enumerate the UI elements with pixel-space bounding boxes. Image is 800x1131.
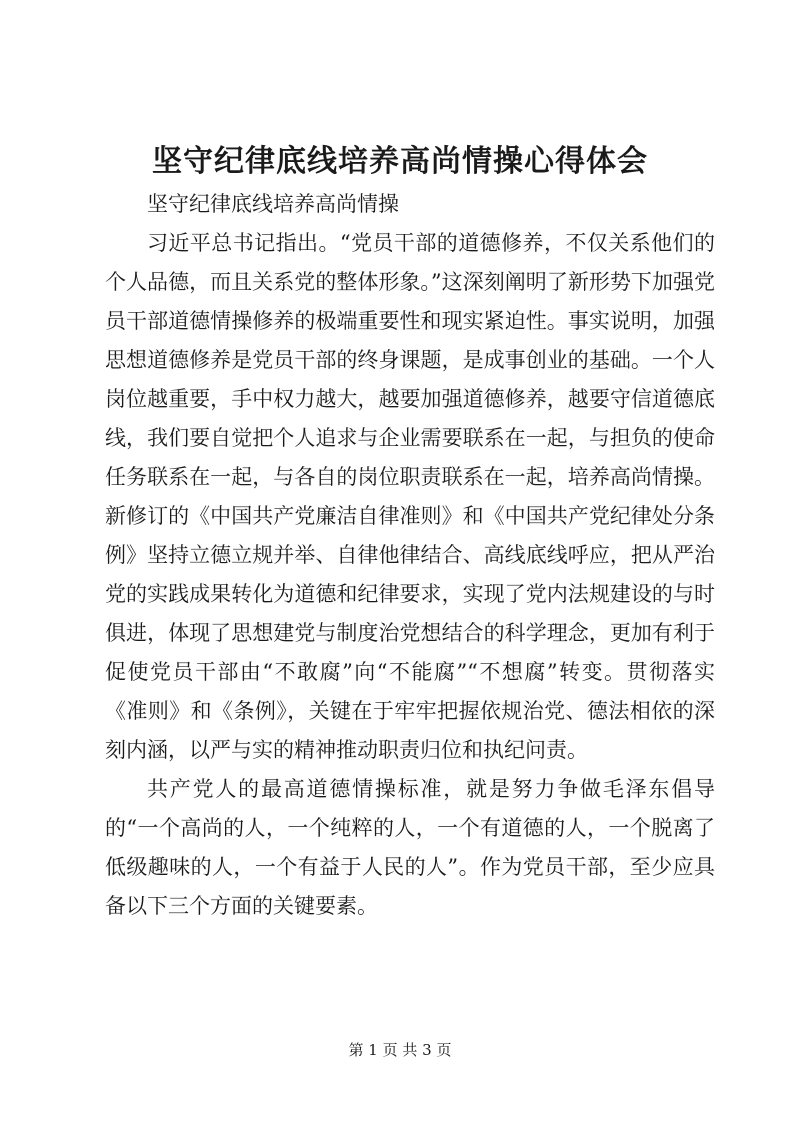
page-footer: 第 1 页 共 3 页 [348,1041,452,1059]
document-body [105,185,715,926]
subtitle-paragraph: 坚守纪律底线培养高尚情操 [147,192,399,216]
body-paragraph: 习近平总书记指出。“党员干部的道德修养，不仅关系他们的个人品德，而且关系党的整体形象。”这深刻阐明了新形势下加强党员干部道德情操修养的极端重要性和现实紧迫性。事实说明，加强思想道德修养是党员干部的终身课题，是成事创业的基础。一个人岗位越重要，手中权力越大，越要加强道德修养，越要守信道德底线，我们要自觉把个人追求与企业需要联系在一起，与担负的使命任务联系在一起，与各自的岗位职责联系在一起，培养高尚情操。新修订的《中国共产党廉洁自律准则》和《中国共产党纪律处分条例》坚持立德立规并举、自律他律结合、高线底线呼应，把从严治党的实践成果转化为道德和纪律要求，实现了党内法规建设的与时俱进，体现了思想建党与制度治党想结合的科学理念，更加有利于促使党员干部由“不敢腐”向“不能腐”“不想腐”转变。贯彻落实《准则》和《条例》，关键在于牢牢把握依规治党、德法相依的深刻内涵，以严与实的精神推动职责归位和执纪问责。 [105,231,715,762]
body-paragraph: 共产党人的最高道德情操标准，就是努力争做毛泽东倡导的“一个高尚的人，一个纯粹的人，一个有道德的人，一个脱离了低级趣味的人，一个有益于人民的人”。作为党员干部，至少应具备以下三个方面的关键要素。 [105,777,715,918]
document-title: 坚守纪律底线培养高尚情操心得体会 [152,144,648,179]
